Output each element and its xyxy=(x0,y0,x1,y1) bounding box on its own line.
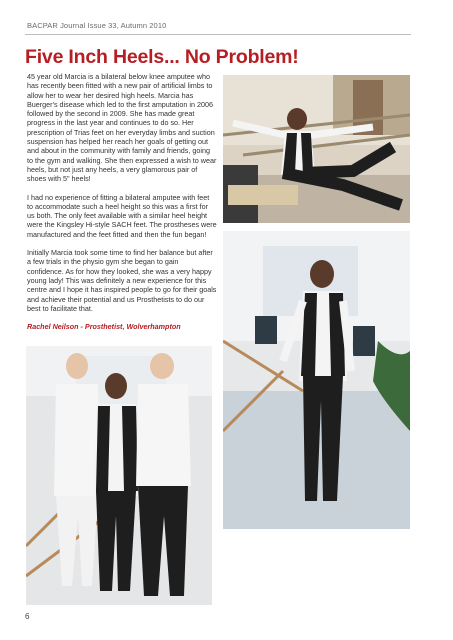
header-divider xyxy=(25,34,411,35)
photo-parallel-bars xyxy=(223,75,410,223)
paragraph-1: 45 year old Marcia is a bilateral below knee amputee who has recently been fitted with a new pair of artificial limbs to allow her to wear her desired high heels. Marcia has Buerger's disease which led to the first amputation in 2006 followed by the second in 2009. She has made great progress in the last year and continues to do so. Her prescription of Trias feet on her everyday limbs and suction suspension has helped her reach her goals of getting out and about in the community with family and friends, going to the gym and walking. She then expressed a wish to wear heels, but not just any heels, a very glamorous pair of shoes with 5" heels! xyxy=(27,72,217,184)
photo-standing xyxy=(223,231,410,529)
article-title: Five Inch Heels... No Problem! xyxy=(25,46,299,68)
photo-group xyxy=(26,346,212,605)
paragraph-3: Initially Marcia took some time to find her balance but after a few trials in the physio gym she began to gain confidence. As for how they looked, she was a very happy young lady! This was definitely a new experience for this centre and I hope it has inspired people to go for their goals and achieve their potential and us Prosthetists to do our best to facilitate that. xyxy=(27,248,217,313)
article-byline: Rachel Neilson - Prosthetist, Wolverhampton xyxy=(27,322,181,332)
journal-header: BACPAR Journal Issue 33, Autumn 2010 xyxy=(27,21,167,30)
paragraph-2: I had no experience of fitting a bilateral amputee with feet to accommodate such a heel height so this was a first for us both. The only feet available with a similar heel height were the Kingsley Hi-style SACH feet. The prostheses were manufactured and the feet fitted and then the fun began! xyxy=(27,192,217,239)
page-number: 6 xyxy=(25,612,30,621)
article-body xyxy=(27,72,217,340)
